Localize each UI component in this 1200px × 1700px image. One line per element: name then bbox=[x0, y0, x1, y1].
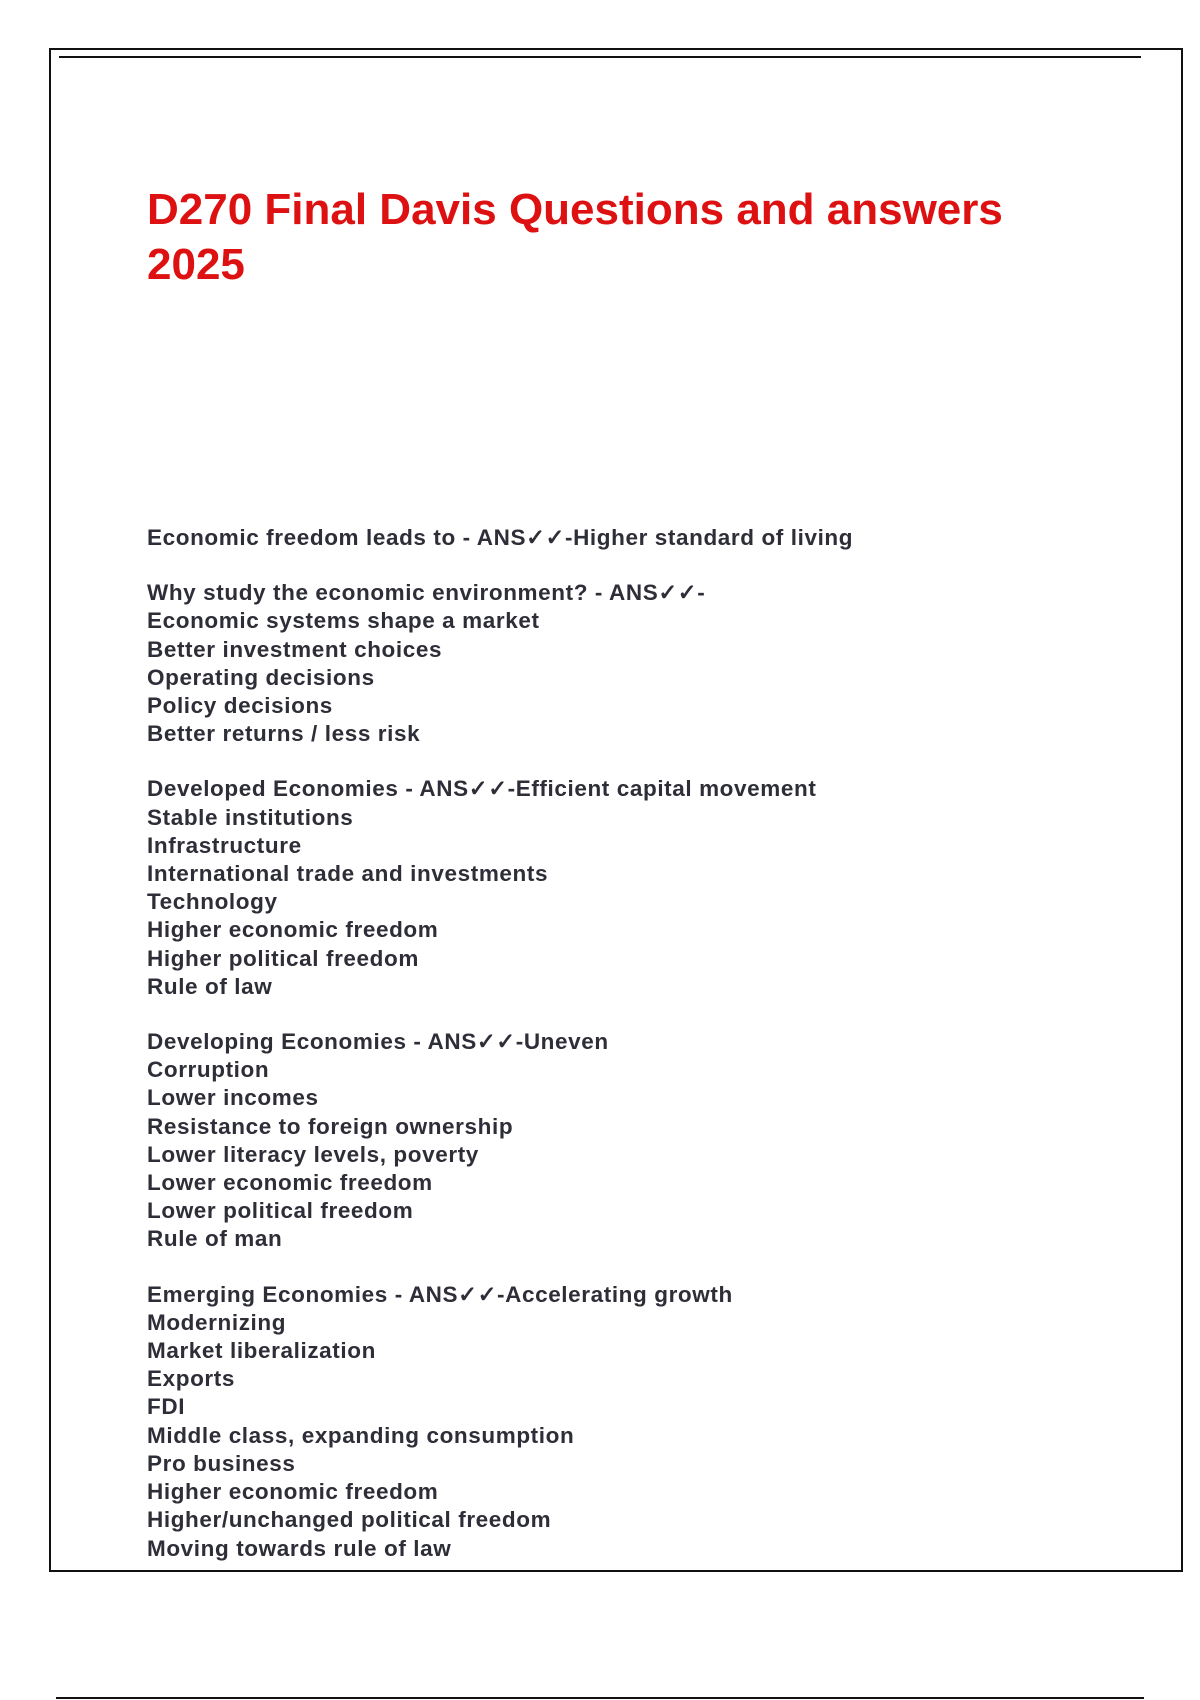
qa-answer-line: Stable institutions bbox=[147, 804, 354, 830]
document-title: D270 Final Davis Questions and answers 2025 bbox=[147, 185, 1003, 289]
qa-content bbox=[147, 524, 1107, 1572]
qa-answer-line: Infrastructure bbox=[147, 832, 302, 858]
qa-answer-line: Better investment choices bbox=[147, 636, 443, 662]
qa-question-line: Developed Economies - ANS✓✓-Efficient capital movement bbox=[147, 776, 817, 802]
qa-answer-line: Corruption bbox=[147, 1057, 270, 1083]
qa-answer-line: Lower incomes bbox=[147, 1085, 319, 1111]
qa-answer-line: FDI bbox=[147, 1394, 186, 1420]
qa-answer-line: Pro business bbox=[147, 1450, 296, 1476]
qa-item bbox=[147, 579, 1107, 748]
qa-answer-line: Market liberalization bbox=[147, 1338, 376, 1364]
qa-answer-line: Middle class, expanding consumption bbox=[147, 1422, 575, 1448]
qa-question-line: Why study the economic environment? - ANS✓✓- bbox=[147, 580, 706, 606]
qa-item bbox=[147, 1281, 1107, 1563]
qa-answer-line: Lower literacy levels, poverty bbox=[147, 1141, 479, 1167]
qa-item bbox=[147, 775, 1107, 1001]
qa-answer-line: Higher/unchanged political freedom bbox=[147, 1507, 552, 1533]
qa-answer-line: Higher political freedom bbox=[147, 945, 419, 971]
qa-question-line: Developing Economies - ANS✓✓-Uneven bbox=[147, 1029, 609, 1055]
qa-answer-line: Higher economic freedom bbox=[147, 1479, 439, 1505]
qa-answer-line: Technology bbox=[147, 889, 278, 915]
qa-item bbox=[147, 524, 1107, 552]
page-frame bbox=[49, 48, 1183, 1572]
qa-answer-line: Lower political freedom bbox=[147, 1198, 414, 1224]
bottom-rule bbox=[56, 1697, 1144, 1699]
qa-answer-line: Exports bbox=[147, 1366, 235, 1392]
qa-answer-line: Policy decisions bbox=[147, 693, 333, 719]
qa-answer-line: Economic systems shape a market bbox=[147, 608, 540, 634]
qa-question-line: Emerging Economies - ANS✓✓-Accelerating growth bbox=[147, 1281, 733, 1307]
qa-question-line: Economic freedom leads to - ANS✓✓-Higher standard of living bbox=[147, 525, 854, 550]
qa-answer-line: Rule of law bbox=[147, 973, 273, 999]
qa-answer-line: Better returns / less risk bbox=[147, 721, 421, 747]
qa-answer-line: Modernizing bbox=[147, 1309, 287, 1335]
qa-item bbox=[147, 1028, 1107, 1254]
qa-answer-line: Lower economic freedom bbox=[147, 1170, 433, 1196]
qa-answer-line: Higher economic freedom bbox=[147, 917, 439, 943]
qa-answer-line: International trade and investments bbox=[147, 861, 549, 887]
top-rule bbox=[59, 56, 1141, 58]
qa-answer-line: Resistance to foreign ownership bbox=[147, 1113, 514, 1139]
qa-answer-line: Moving towards rule of law bbox=[147, 1535, 452, 1561]
qa-answer-line: Operating decisions bbox=[147, 664, 375, 690]
qa-answer-line: Rule of man bbox=[147, 1226, 283, 1252]
